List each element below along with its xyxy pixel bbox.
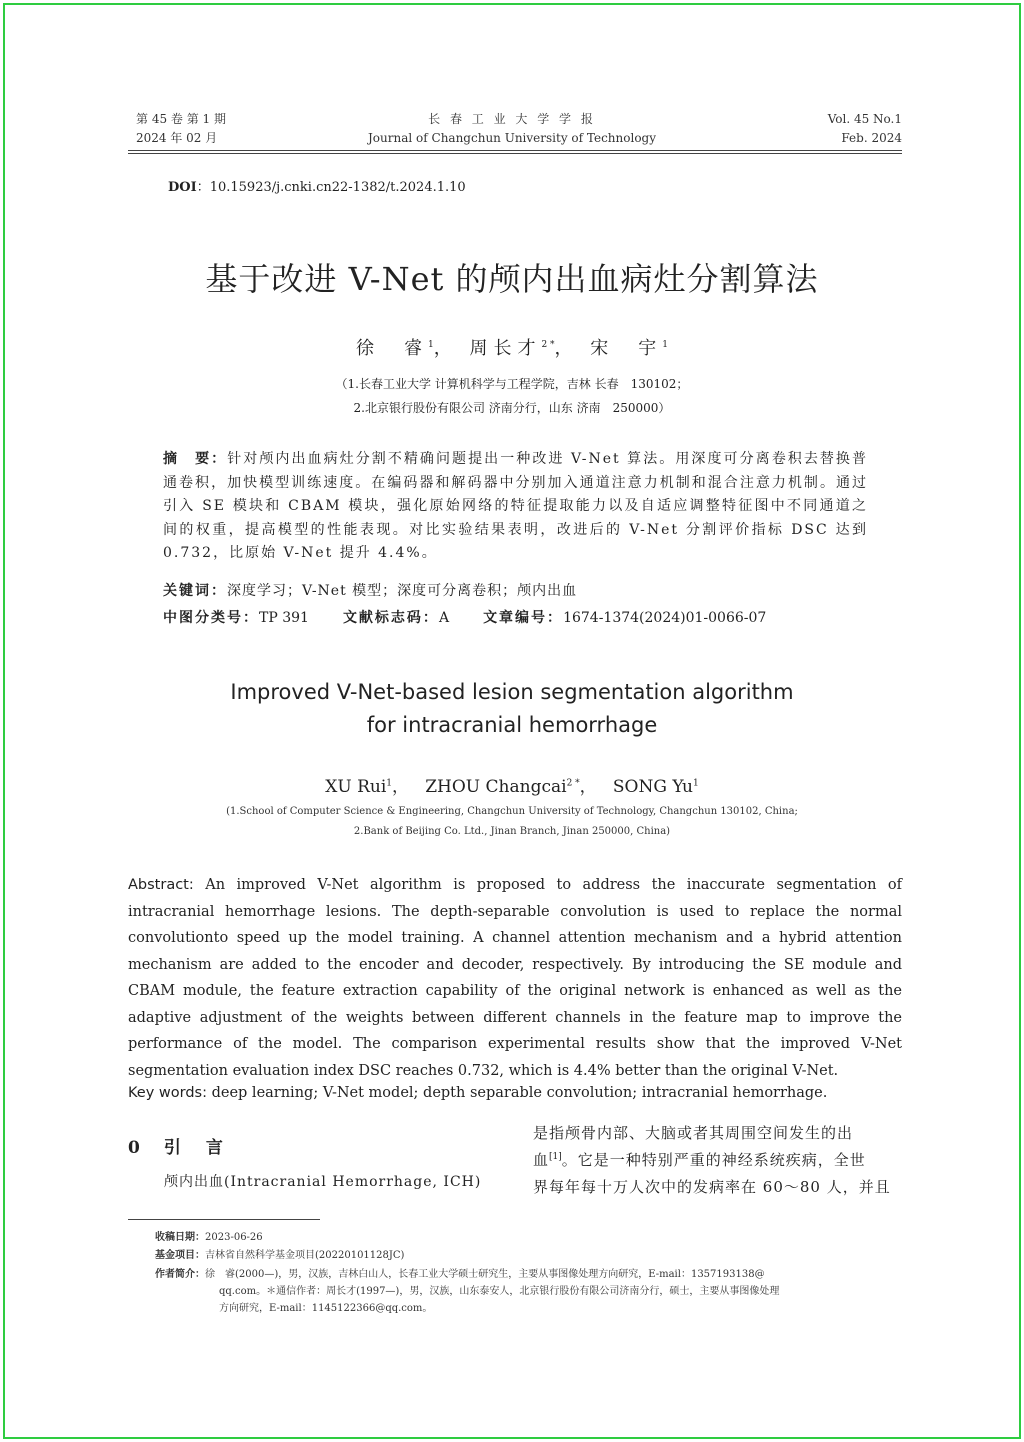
footnote-rule	[128, 1219, 320, 1220]
author-sep: ，	[433, 338, 458, 359]
affiliation-en-2: 2.Bank of Beijing Co. Ltd., Jinan Branch, Jinan 250000, China)	[353, 826, 671, 837]
header-rule-top	[128, 150, 902, 151]
clc-value: TP 391	[259, 610, 309, 626]
doc-code-value: A	[438, 610, 450, 626]
header-journal	[362, 110, 662, 148]
author-bio-line-3: 方向研究，E-mail：1145122366@qq.com。	[219, 1303, 433, 1314]
footnote-fund	[155, 1247, 404, 1264]
keywords-en	[128, 1085, 902, 1101]
intro-right-column	[533, 1120, 903, 1201]
author-bio-line-2: qq.com。＊通信作者：周长才(1997—)，男，汉族，山东泰安人，北京银行股份有限公司济南分行，硕士，主要从事图像处理	[219, 1286, 780, 1297]
header-vol-en	[712, 110, 902, 148]
doi-label: DOI	[168, 180, 197, 195]
author-name: ZHOU Changcai	[425, 777, 567, 797]
author-bio-text: 徐 睿(2000—)，男，汉族，吉林白山人，长春工业大学硕士研究生，主要从事图像处理方向研究，E-mail：1357193138@	[205, 1269, 765, 1280]
intro-text: 。它是一种特别严重的神经系统疾病，全世	[561, 1151, 866, 1169]
journal-name-en: Journal of Changchun University of Technology	[368, 131, 656, 145]
doi	[168, 176, 466, 195]
author-name: XU Rui	[325, 777, 387, 797]
author-sup: 1	[662, 340, 669, 350]
footnote-received	[155, 1229, 263, 1246]
author-name: 宋 宇	[590, 338, 663, 359]
author-en-2	[425, 777, 596, 797]
affiliation-en-1: (1.School of Computer Science & Engineering, Changchun University of Technology, Changchun 130102, China;	[226, 806, 798, 817]
author-bio-line-1	[155, 1266, 905, 1283]
article-no-label: 文章编号：	[483, 610, 564, 626]
author-sup: 2 *	[566, 778, 580, 789]
author-sep: ，	[392, 777, 410, 797]
intro-left-column: 颅内出血(Intracranial Hemorrhage, ICH)	[164, 1174, 482, 1190]
article-no-value: 1674-1374(2024)01-0066-07	[563, 610, 767, 626]
header-volume	[136, 110, 226, 148]
keywords-cn-text: 深度学习；V-Net 模型；深度可分离卷积；颅内出血	[227, 583, 578, 599]
abstract-en-label: Abstract:	[128, 877, 194, 893]
citation[interactable]: [1]	[549, 1152, 562, 1162]
header-volume-issue: 第 45 卷 第 1 期	[136, 112, 226, 126]
fund-label: 基金项目：	[155, 1250, 205, 1261]
author-sep: ，	[579, 777, 597, 797]
author-sep: ，	[554, 338, 579, 359]
section-number: 0	[128, 1138, 144, 1158]
received-label: 收稿日期：	[155, 1232, 205, 1243]
author-en-3	[613, 777, 699, 797]
authors-cn	[0, 334, 1024, 360]
received-date: 2023-06-26	[205, 1232, 263, 1243]
affiliation-cn-1: （1.长春工业大学 计算机科学与工程学院，吉林 长春 130102；	[335, 377, 689, 391]
header-date-cn: 2024 年 02 月	[136, 131, 218, 145]
header-rule-bottom	[128, 153, 902, 154]
abstract-cn	[163, 448, 868, 566]
journal-name-cn: 长 春 工 业 大 学 学 报	[428, 112, 596, 126]
classification-line	[163, 607, 883, 627]
author-name: 徐 睿	[355, 338, 428, 359]
intro-right-line-1: 是指颅骨内部、大脑或者其周围空间发生的出	[533, 1124, 854, 1142]
abstract-en-text: An improved V-Net algorithm is proposed to address the inaccurate segmentation of intracranial hemorrhage lesions. The depth-separable convolution is used to replace the normal convolutionto speed up the model training. A channel attention mechanism and a hybrid attention mechanism are added to the encoder and decoder, respectively. By introducing the SE module and CBAM module, the feature extraction capability of the original network is enhanced as well as the adaptive adjustment of the weights between different channels in the feature map to improve the performance of the model. The comparison experimental results show that the improved V-Net segmentation evaluation index DSC reaches 0.732, which is 4.4% better than the original V-Net.	[128, 877, 902, 1079]
author-bio-label: 作者简介：	[155, 1269, 205, 1280]
keywords-cn	[163, 580, 868, 600]
author-sup: 1	[693, 778, 699, 789]
title-en-line-1: Improved V-Net-based lesion segmentation algorithm	[230, 680, 794, 704]
keywords-en-text: deep learning; V-Net model; depth separable convolution; intracranial hemorrhage.	[211, 1085, 828, 1101]
fund-text: 吉林省自然科学基金项目(20220101128JC)	[205, 1250, 405, 1261]
intro-right-line-2	[533, 1147, 903, 1174]
affiliation-cn-2: 2.北京银行股份有限公司 济南分行，山东 济南 250000）	[353, 401, 671, 415]
intro-text: 血	[533, 1151, 550, 1169]
author-cn-1	[356, 338, 458, 359]
doi-value: 10.15923/j.cnki.cn22-1382/t.2024.1.10	[209, 180, 466, 195]
paper-title-en	[0, 676, 1024, 742]
keywords-en-label: Key words:	[128, 1085, 207, 1101]
intro-right-line-3: 界每年每十万人次中的发病率在 60～80 人，并且	[533, 1178, 891, 1196]
abstract-en	[128, 872, 902, 1084]
doc-code-label: 文献标志码：	[342, 610, 439, 626]
author-sup: 2 *	[541, 340, 555, 350]
author-name: 周长才	[469, 338, 542, 359]
paper-title-cn: 基于改进 V-Net 的颅内出血病灶分割算法	[205, 260, 819, 298]
clc-label: 中图分类号：	[163, 610, 259, 626]
author-cn-3	[590, 338, 668, 359]
section-title: 引 言	[163, 1138, 227, 1158]
header-date-en: Feb. 2024	[841, 131, 902, 145]
abstract-cn-label: 摘 要：	[163, 451, 228, 467]
author-sup: 1	[427, 340, 434, 350]
title-en-line-2: for intracranial hemorrhage	[366, 713, 658, 737]
authors-en	[0, 772, 1024, 797]
author-en-1	[325, 777, 409, 797]
author-cn-2	[469, 338, 578, 359]
section-heading	[128, 1133, 227, 1158]
doi-sep: ：	[196, 180, 210, 195]
author-name: SONG Yu	[612, 777, 694, 797]
header-vol-no: Vol. 45 No.1	[827, 112, 902, 126]
footnote-author	[155, 1266, 905, 1317]
abstract-cn-text: 针对颅内出血病灶分割不精确问题提出一种改进 V-Net 算法。用深度可分离卷积去替换普通卷积，加快模型训练速度。在编码器和解码器中分别加入通道注意力机制和混合注意力机制。通过引入 SE 模块和 CBAM 模块，强化原始网络的特征提取能力以及自适应调整特征图中不同通道之间的权重，提高模型的性能表现。对比实验结果表明，改进后的 V-Net 分割评价指标 DSC 达到 0.732，比原始 V-Net 提升 4.4%。	[163, 451, 868, 561]
author-sup: 1	[386, 778, 393, 789]
keywords-cn-label: 关键词：	[163, 583, 227, 599]
